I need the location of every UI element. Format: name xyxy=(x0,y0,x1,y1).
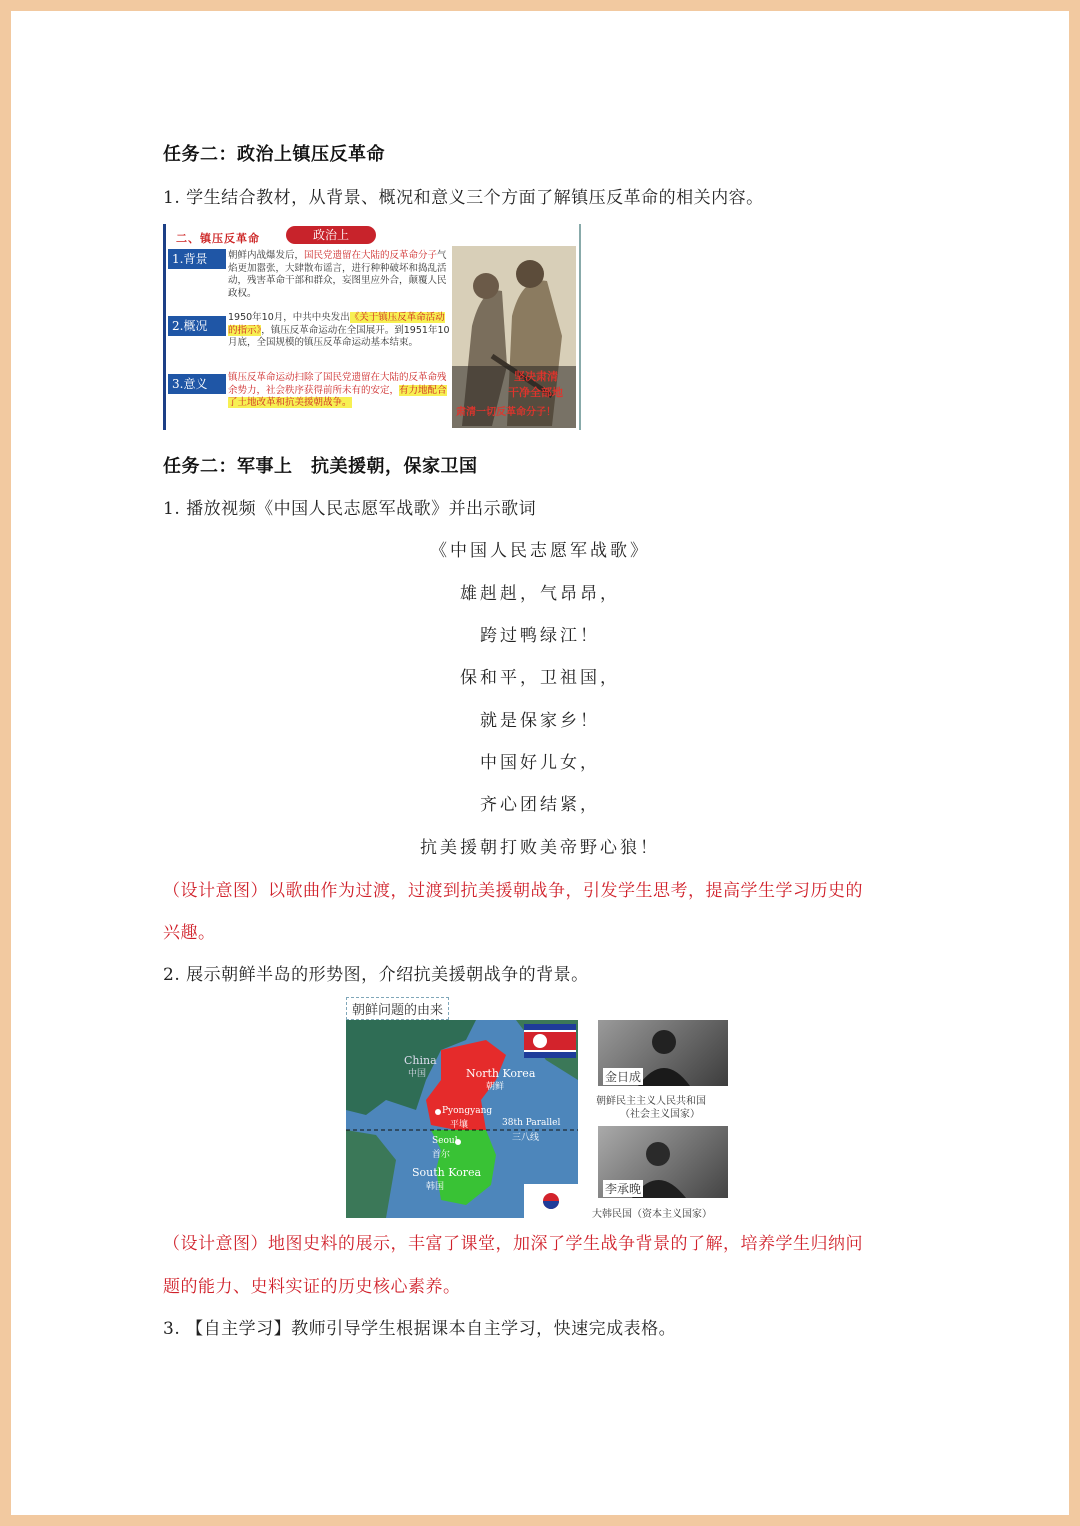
task-military-title: 任务二：军事上 抗美援朝，保家卫国 xyxy=(163,456,478,477)
portrait-kim-caption-2: （社会主义国家） xyxy=(620,1109,700,1120)
poster-figures-illustration xyxy=(452,246,576,428)
portrait-kim-name: 金日成 xyxy=(605,1070,642,1084)
task-military-step1: 1. 播放视频《中国人民志愿军战歌》并出示歌词 xyxy=(163,499,537,519)
map-label-south-korea-en: South Korea xyxy=(412,1166,482,1179)
map-title: 朝鲜问题的由来 xyxy=(346,997,449,1020)
suppression-slide-figure xyxy=(163,224,581,430)
lyrics-line-4: 就是保家乡！ xyxy=(480,711,600,731)
lyrics-line-7: 抗美援朝打败美帝野心狼！ xyxy=(420,838,660,858)
step-3-text: 3. 【自主学习】教师引导学生根据课本自主学习，快速完成表格。 xyxy=(163,1319,677,1339)
portrait-rhee-name: 李承晚 xyxy=(605,1182,642,1196)
map-label-38th-parallel-zh: 三八线 xyxy=(512,1133,540,1143)
lyrics-line-6: 齐心团结紧， xyxy=(480,795,600,815)
map-label-south-korea-zh: 韩国 xyxy=(426,1182,445,1192)
lyrics-line-3: 保和平，卫祖国， xyxy=(460,668,620,688)
map-label-china-en: China xyxy=(404,1054,437,1067)
slide-text-overview: 1950年10月，中共中央发出《关于镇压反革命活动的指示》，镇压反革命运动在全国展开。到1951年10月底，全国规模的镇压反革命运动基本结束。 xyxy=(228,312,450,348)
map-label-38th-parallel-en: 38th Parallel xyxy=(502,1118,561,1128)
lyrics-line-5: 中国好儿女， xyxy=(480,753,600,773)
slide-heading: 二、镇压反革命 xyxy=(176,232,260,245)
map-label-north-korea-zh: 朝鲜 xyxy=(486,1082,505,1092)
portrait-rhee-caption-1: 大韩民国（资本主义国家） xyxy=(592,1209,712,1220)
design-intent-2-line1: （设计意图）地图史料的展示，丰富了课堂，加深了学生战争背景的了解，培养学生归纳问 xyxy=(163,1234,863,1254)
poster-slogan-3: 肃清一切反革命分子！ xyxy=(456,407,556,418)
design-intent-1-line2: 兴趣。 xyxy=(163,923,216,943)
poster-slogan-1: 坚决肃清 xyxy=(514,370,558,383)
task-political-title: 任务二：政治上镇压反革命 xyxy=(163,144,385,165)
portrait-kim-caption-1: 朝鲜民主主义人民共和国 xyxy=(596,1096,706,1107)
poster-slogan-2: 干净全部地 xyxy=(508,386,563,399)
propaganda-poster-image xyxy=(452,246,576,428)
map-label-seoul-zh: 首尔 xyxy=(432,1150,451,1160)
design-intent-2-line2: 题的能力、史料实证的历史核心素养。 xyxy=(163,1277,461,1297)
map-label-pyongyang-zh: 平壤 xyxy=(450,1120,469,1130)
task-political-step1: 1. 学生结合教材，从背景、概况和意义三个方面了解镇压反革命的相关内容。 xyxy=(163,188,764,208)
map-label-seoul-en: Seoul xyxy=(432,1136,458,1146)
slide-text-background: 朝鲜内战爆发后，国民党遗留在大陆的反革命分子气焰更加嚣张，大肆散布谣言，进行种种破坏和捣乱活动，残害革命干部和群众，妄图里应外合，颠覆人民政权。 xyxy=(228,250,447,299)
step-2-text: 2. 展示朝鲜半岛的形势图，介绍抗美援朝战争的背景。 xyxy=(163,965,589,985)
slide-tag-overview: 2.概况 xyxy=(168,316,226,336)
map-label-pyongyang-en: Pyongyang xyxy=(442,1106,493,1116)
map-label-north-korea-en: North Korea xyxy=(466,1067,536,1080)
design-intent-1-line1: （设计意图）以歌曲作为过渡，过渡到抗美援朝战争，引发学生思考，提高学生学习历史的 xyxy=(163,881,863,901)
slide-text-significance: 镇压反革命运动扫除了国民党遗留在大陆的反革命残余势力，社会秩序获得前所未有的安定，有力地配合了土地改革和抗美援朝战争。 xyxy=(228,372,447,408)
lyrics-line-1: 雄赳赳，气昂昂， xyxy=(460,584,620,604)
korea-peninsula-map xyxy=(346,1020,578,1218)
lyrics-line-2: 跨过鸭绿江！ xyxy=(480,626,600,646)
slide-tag-significance: 3.意义 xyxy=(168,374,226,394)
slide-tag-background: 1.背景 xyxy=(168,249,226,269)
slide-badge: 政治上 xyxy=(286,226,376,244)
map-label-china-zh: 中国 xyxy=(408,1069,427,1079)
lyrics-title: 《中国人民志愿军战歌》 xyxy=(430,541,650,561)
